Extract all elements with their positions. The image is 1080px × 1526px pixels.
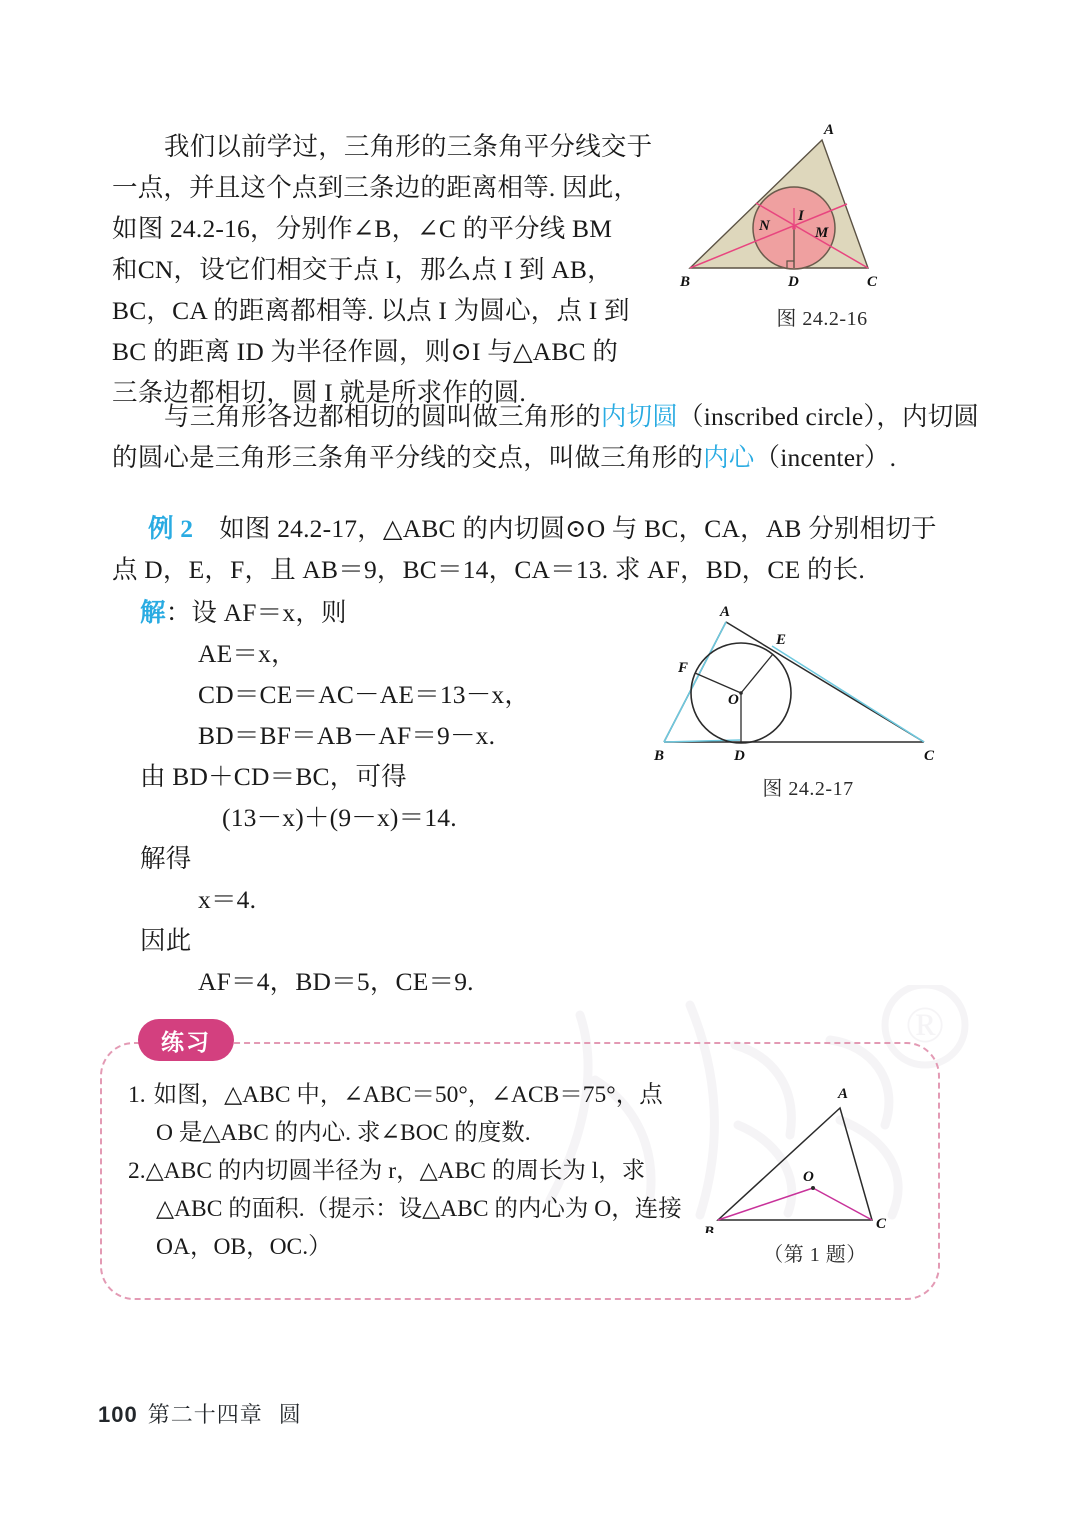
segment-oc — [813, 1188, 872, 1220]
segment-ob — [718, 1188, 813, 1220]
triangle-abc — [718, 1108, 872, 1220]
practice-items — [128, 1076, 708, 1266]
footer-page-number: 100 — [98, 1402, 138, 1427]
paragraph-definition — [112, 396, 978, 478]
paragraph-intro-line: 我们以前学过，三角形的三条角平分线交于 — [164, 132, 653, 161]
label-d: D — [734, 748, 745, 764]
incenter-point-o — [811, 1186, 815, 1190]
practice-item-1-number: 1. — [128, 1082, 146, 1108]
page-footer — [98, 1398, 302, 1429]
term-incenter: 内心 — [703, 443, 755, 472]
definition-line-1 — [112, 396, 978, 437]
footer-title: 圆 — [278, 1402, 302, 1427]
practice-item-2-text-1: △ABC 的内切圆半径为 r，△ABC 的周长为 l，求 — [145, 1158, 646, 1184]
practice-item-2-line-3: OA，OB，OC.） — [156, 1234, 332, 1260]
paragraph-intro-line: 一点，并且这个点到三条边的距离相等. 因此， — [112, 173, 640, 202]
label-o: O — [803, 1169, 814, 1185]
example-text-1: 如图 24.2-17，△ABC 的内切圆⊙O 与 BC，CA，AB 分别相切于 — [219, 514, 937, 543]
label-e: E — [776, 632, 787, 648]
example-line-1 — [112, 508, 978, 549]
paragraph-intro-line: 如图 24.2-16，分别作∠B，∠C 的平分线 BM — [112, 214, 613, 243]
figure-24-2-16 — [672, 120, 972, 331]
solution-line-5: 由 BD＋CD＝BC，可得 — [140, 762, 407, 791]
solution-colon: ： — [165, 598, 192, 627]
term-inscribed-circle: 内切圆 — [600, 402, 679, 431]
solution-line-8: x＝4. — [198, 885, 257, 914]
paragraph-intro-line: BC，CA 的距离都相等. 以点 I 为圆心，点 I 到 — [112, 296, 630, 325]
practice-badge: 练习 — [138, 1019, 234, 1061]
solution-line-6: (13－x)＋(9－x)＝14. — [222, 803, 457, 832]
solution-line-2: AE＝x， — [198, 639, 297, 668]
practice-item-1-line-1 — [128, 1076, 708, 1114]
figure-24-2-17-caption: 图 24.2-17 — [762, 778, 854, 800]
solution-line-7: 解得 — [140, 844, 192, 873]
label-a: A — [838, 1086, 849, 1102]
figure-24-2-17-drawing — [648, 600, 968, 765]
label-n: N — [759, 218, 770, 234]
registered-symbol: ® — [905, 997, 945, 1054]
label-m: M — [815, 225, 829, 241]
definition-text-b: （inscribed circle），内切圆 — [678, 402, 980, 431]
label-d: D — [788, 274, 799, 290]
practice-item-1 — [128, 1076, 708, 1152]
paragraph-intro — [112, 126, 664, 413]
label-i: I — [798, 208, 804, 224]
radius-oe — [741, 654, 773, 693]
definition-text-c: 的圆心是三角形三条角平分线的交点，叫做三角形的 — [112, 443, 704, 472]
solution-line-10: AF＝4，BD＝5，CE＝9. — [198, 967, 474, 996]
solution-text-1: 设 AF＝x，则 — [191, 598, 347, 627]
paragraph-intro-line: BC 的距离 ID 为半径作圆，则⊙I 与△ABC 的 — [112, 337, 619, 366]
solution-line-3: CD＝CE＝AC－AE＝13－x， — [198, 680, 531, 709]
label-o: O — [728, 692, 739, 708]
label-f: F — [678, 660, 689, 676]
figure-24-2-17 — [648, 600, 968, 801]
radius-of — [695, 673, 741, 693]
figure-practice-1 — [700, 1068, 930, 1267]
definition-text-d: （incenter）. — [754, 443, 897, 472]
paragraph-intro-line: 三条边都相切，圆 I 就是所求作的圆. — [112, 378, 526, 407]
definition-line-2 — [112, 437, 978, 478]
practice-item-1-text-1: 如图，△ABC 中，∠ABC＝50°，∠ACB＝75°，点 — [153, 1082, 663, 1108]
practice-item-2-line-1 — [128, 1152, 708, 1190]
label-a: A — [720, 604, 731, 620]
figure-24-2-16-caption: 图 24.2-16 — [776, 308, 868, 330]
highlight-ec — [772, 646, 924, 742]
practice-item-1-line-2: O 是△ABC 的内心. 求∠BOC 的度数. — [156, 1120, 531, 1146]
solution-line-1 — [112, 592, 672, 633]
example-block — [112, 508, 978, 590]
solution-line-4: BD＝BF＝AB－AF＝9－x. — [198, 721, 496, 750]
example-label: 例 2 — [148, 514, 194, 543]
label-b: B — [680, 274, 691, 290]
label-c: C — [924, 748, 935, 764]
label-c: C — [867, 274, 878, 290]
paragraph-intro-line: 和CN，设它们相交于点 I，那么点 I 到 AB， — [112, 255, 613, 284]
solution-label: 解 — [140, 598, 166, 627]
definition-text-a: 与三角形各边都相切的圆叫做三角形的 — [164, 402, 601, 431]
example-line-2: 点 D，E，F，且 AB＝9，BC＝14，CA＝13. 求 AF，BD，CE 的长. — [112, 555, 865, 584]
figure-practice-1-caption: （第 1 题） — [763, 1244, 867, 1266]
practice-item-2 — [128, 1152, 708, 1266]
practice-item-2-line-2: △ABC 的面积.（提示：设△ABC 的内心为 O，连接 — [156, 1196, 682, 1222]
solution-line-9: 因此 — [140, 926, 192, 955]
label-c: C — [876, 1216, 887, 1232]
label-b: B — [704, 1224, 715, 1233]
figure-practice-1-drawing — [700, 1068, 930, 1233]
label-a: A — [824, 122, 835, 138]
practice-item-2-number: 2. — [128, 1158, 146, 1184]
figure-24-2-16-drawing — [672, 120, 972, 295]
footer-chapter: 第二十四章 — [147, 1402, 263, 1427]
label-b: B — [654, 748, 665, 764]
solution-block — [112, 592, 672, 1002]
